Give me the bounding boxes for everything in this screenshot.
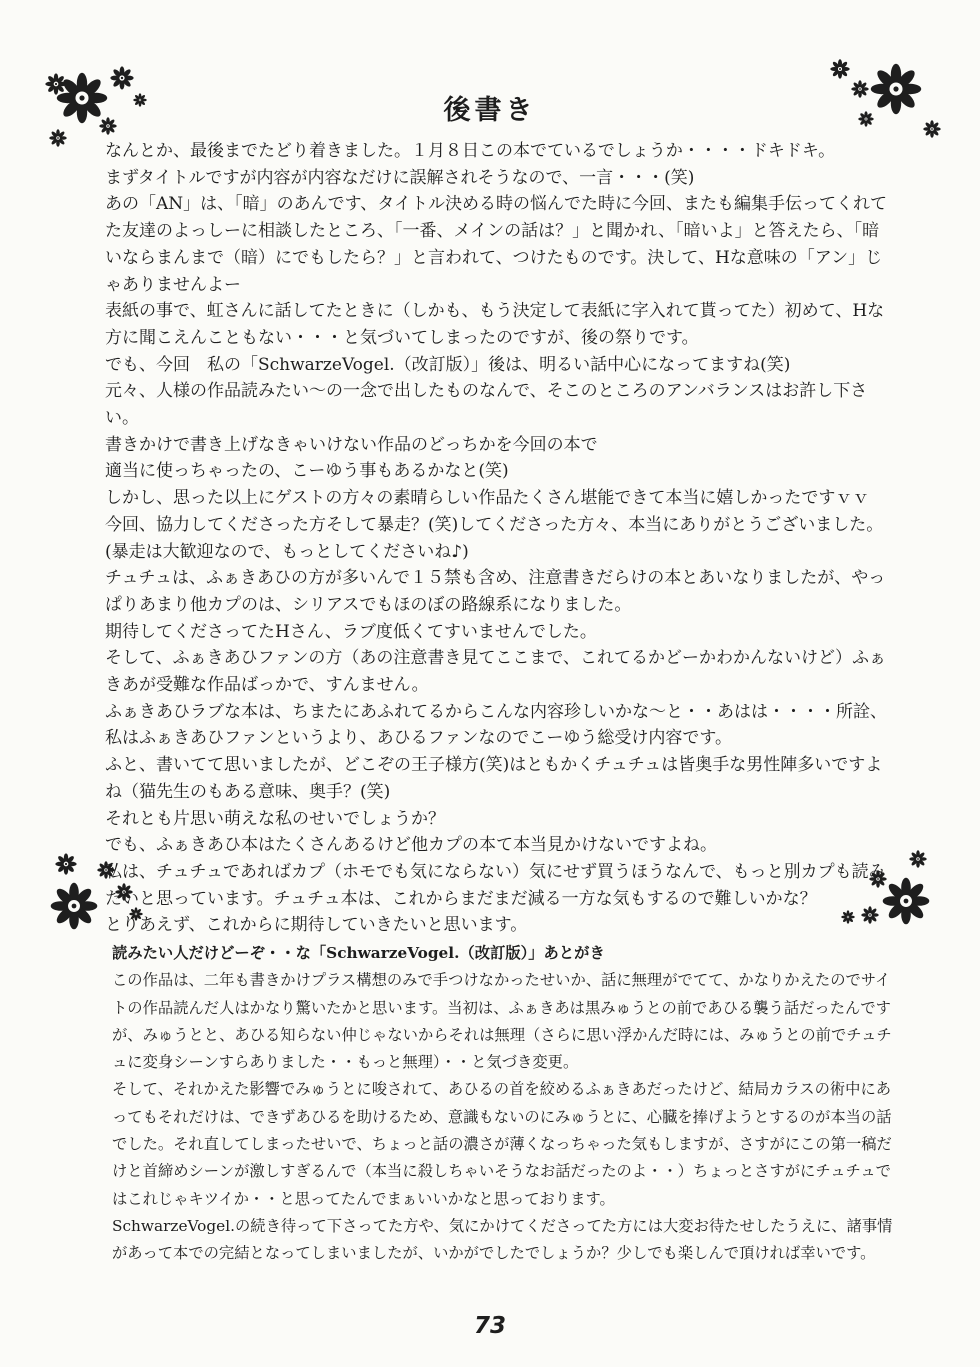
paragraph: 私は、チュチュであればカプ（ホモでも気にならない）気にせず買うほうなんで、もっと別カプも読みたいと思っています。チュチュ本は、これからまだまだ減る一方な気もするので難しいかな？ [105, 861, 886, 909]
page-title: 後書き [443, 95, 537, 126]
paragraph: まずタイトルですが内容が内容なだけに誤解されそうなので、一言・・・(笑) [105, 167, 695, 188]
flower-icon [49, 129, 66, 146]
afterword-paragraph: そして、それかえた影響でみゅうとに唆されて、あひるの首を絞めるふぁきあだったけど、結局カラスの術中にあってもそれだけは、できずあひるを助けるため、意識もないのにみゅうとに、心臓を捧げようとするのが本当の話でした。それ直してしまったせいで、ちょっと話の濃さが薄くなっちゃった気もしますが、さすがにこの第一稿だけと首締めシーンが激しすぎるんで（本当に殺しちゃいそうなお話だったのよ・・）ちょっとさすがにチュチュではこれじゃキツイか・・と思ってたんでまぁいいかなと思っております。 [112, 1080, 892, 1208]
flower-icon [830, 59, 849, 78]
paragraph: そして、ふぁきあひファンの方（あの注意書き見てここまで、これてるかどーかわかんないけど）ふぁきあが受難な作品ばっかで、すんません。 [105, 648, 886, 696]
page-number: 73 [473, 1313, 506, 1339]
paragraph: 表紙の事で、虹さんに話してたときに（しかも、もう決定して表紙に字入れて貰ってた）初めて、Hな方に聞こえんこともない・・・と気づいてしまったのですが、後の祭りです。 [105, 301, 885, 348]
main-text [105, 138, 895, 939]
paragraph: しかし、思った以上にゲストの方々の素晴らしい作品たくさん堪能できて本当に嬉しかったですｖｖ [105, 488, 870, 509]
paragraph: なんとか、最後までたどり着きました。１月８日この本でているでしょうか・・・・ドキドキ。 [105, 141, 836, 161]
paragraph: それとも片思い萌えな私のせいでしょうか？ [105, 808, 445, 829]
afterword-paragraph: この作品は、二年も書きかけプラス構想のみで手つけなかったせいか、話に無理がでてて、かなりかえたのでサイトの作品読んだ人はかなり驚いたかと思います。当初は、ふぁきあは黒みゅうとの前であひる襲う話だったんですが、みゅうとと、あひる知らない仲じゃないからそれは無理（さらに思い浮かんだ時には、みゅうとの前でチュチュに変身シーンすらありました・・もっと無理）・・と気づき変更。 [112, 971, 892, 1072]
paragraph: でも、今回 私の「SchwarzeVogel.（改訂版）」後は、明るい話中心になってますね(笑) [105, 354, 791, 375]
paragraph: でも、ふぁきあひ本はたくさんあるけど他カプの本て本当見かけないですよね。 [105, 835, 717, 856]
flower-icon [110, 66, 133, 89]
paragraph: 今回、協力してくださった方そして暴走？(笑)してくださった方々、本当にありがとうございました。(暴走は大歓迎なので、もっとしてくださいね♪) [105, 514, 884, 562]
afterword-paragraph: SchwarzeVogel.の続き待って下さってた方や、気にかけてくださってた方には大変お待たせしたうえに、諸事情があって本での完結となってしまいましたが、いかがでしたでしょうか？少しでも楽しんで頂ければ幸いです。 [112, 1216, 893, 1263]
paragraph: 適当に使っちゃったの、こーゆう事もあるかなと(笑) [105, 461, 509, 482]
flower-icon [55, 853, 76, 874]
flower-icon [51, 883, 98, 930]
paragraph: 元々、人様の作品読みたい～の一念で出したものなんで、そこのところのアンバランスはお許し下さい。 [105, 381, 868, 429]
paragraph: とりあえず、これからに期待していきたいと思います。 [105, 915, 528, 936]
paragraph: ふぁきあひラブな本は、ちまたにあふれてるからこんな内容珍しいかな～と・・あはは・・・・所詮、私はふぁきあひファンというより、あひるファンなのでこーゆう総受け内容です。 [105, 701, 887, 749]
paragraph: あの「AN」は、「暗」のあんです、タイトル決める時の悩んでた時に今回、またも編集手伝ってくれてた友達のよっしーに相談したところ、「一番、メインの話は？」と聞かれ、「暗いよ」と答えたら、「暗いならまんまで（暗）にでもしたら？」と言われて、つけたものです。決して、Hな意味の「アン」じゃありませんよー [105, 194, 887, 295]
paragraph: チュチュは、ふぁきあひの方が多いんで１５禁も含め、注意書きだらけの本とあいなりましたが、やっぱりあまり他カプのは、シリアスでもほのぼの路線系になりました。 [105, 568, 886, 615]
flower-icon [909, 850, 926, 867]
afterword-heading: 読みたい人だけどーぞ・・な「SchwarzeVogel.（改訂版）」あとがき [112, 944, 605, 962]
afterword-section [112, 940, 897, 1268]
paragraph: 期待してくださってたHさん、ラブ度低くてすいませんでした。 [105, 621, 597, 642]
paragraph: 書きかけで書き上げなきゃいけない作品のどっちかを今回の本で [105, 434, 598, 455]
paragraph: ふと、書いてて思いましたが、どこぞの王子様方(笑)はともかくチュチュは皆奥手な男性陣多いですよね（猫先生のもある意味、奥手？(笑) [105, 755, 883, 802]
